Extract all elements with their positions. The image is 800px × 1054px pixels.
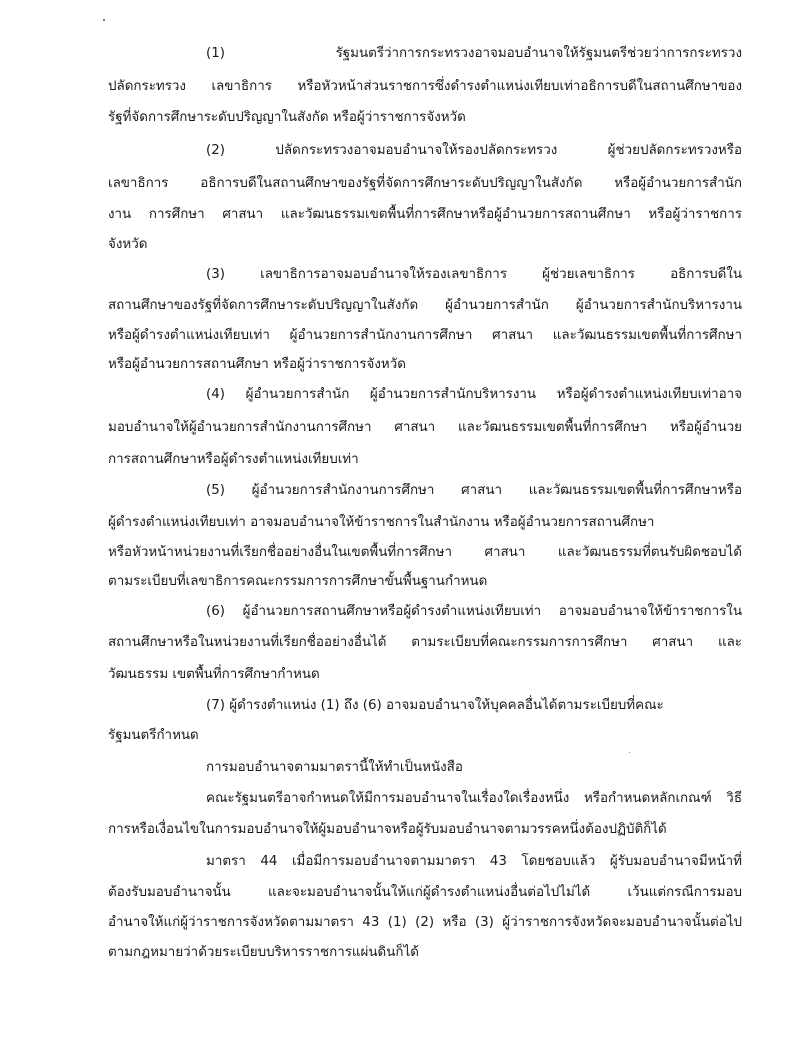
paragraph-line: สถานศึกษาหรือในหน่วยงานที่เรียกชื่ออย่างอื่นได้ ตามระเบียบที่คณะกรรมการการศึกษา ศาสนา และ xyxy=(108,635,742,650)
paragraph-line: ปลัดกระทรวง เลขาธิการ หรือหัวหน้าส่วนราชการซึ่งดำรงตำแหน่งเทียบเท่าอธิการบดีในสถานศึกษาของ xyxy=(108,79,742,94)
paragraph-line: หรือผู้ดำรงตำแหน่งเทียบเท่า ผู้อำนวยการสำนักงานการศึกษา ศาสนา และวัฒนธรรมเขตพื้นที่การศึกษา xyxy=(108,328,742,343)
paragraph-line: มอบอำนาจให้ผู้อำนวยการสำนักงานการศึกษา ศาสนา และวัฒนธรรมเขตพื้นที่การศึกษา หรือผู้อำนวย xyxy=(108,420,742,435)
paragraph-line: (3) เลขาธิการอาจมอบอำนาจให้รองเลขาธิการ ผู้ช่วยเลขาธิการ อธิการบดีใน xyxy=(206,267,742,282)
section-44-line: มาตรา 44 เมื่อมีการมอบอำนาจตามมาตรา 43 โดยชอบแล้ว ผู้รับมอบอำนาจมีหน้าที่ xyxy=(206,854,742,869)
paragraph-line: หรือผู้อำนวยการสถานศึกษา หรือผู้ว่าราชการจังหวัด xyxy=(108,357,406,372)
paragraph-line: การมอบอำนาจตามมาตรานี้ให้ทำเป็นหนังสือ xyxy=(206,760,463,775)
paragraph-line: ผู้ดำรงตำแหน่งเทียบเท่า อาจมอบอำนาจให้ข้าราชการในสำนักงาน หรือผู้อำนวยการสถานศึกษา xyxy=(108,515,655,530)
paragraph-line: หรือหัวหน้าหน่วยงานที่เรียกชื่ออย่างอื่นในเขตพื้นที่การศึกษา ศาสนา และวัฒนธรรมที่ตนรับผิดชอบได้ xyxy=(108,545,742,560)
paragraph-line: (1) รัฐมนตรีว่าการกระทรวงอาจมอบอำนาจให้รัฐมนตรีช่วยว่าการกระทรวง xyxy=(206,46,742,61)
paragraph-line: (7) ผู้ดำรงตำแหน่ง (1) ถึง (6) อาจมอบอำนาจให้บุคคลอื่นได้ตามระเบียบที่คณะ xyxy=(206,698,664,713)
paragraph-line: คณะรัฐมนตรีอาจกำหนดให้มีการมอบอำนาจในเรื่องใดเรื่องหนึ่ง หรือกำหนดหลักเกณฑ์ วิธี xyxy=(206,791,742,806)
paragraph-line: เลขาธิการ อธิการบดีในสถานศึกษาของรัฐที่จัดการศึกษาระดับปริญญาในสังกัด หรือผู้อำนวยการสำนัก xyxy=(108,176,742,191)
paragraph-line: การหรือเงื่อนไขในการมอบอำนาจให้ผู้มอบอำนาจหรือผู้รับมอบอำนาจตามวรรคหนึ่งต้องปฏิบัติก็ได้ xyxy=(108,822,667,837)
paragraph-line: การสถานศึกษาหรือผู้ดำรงตำแหน่งเทียบเท่า xyxy=(108,452,359,467)
paragraph-line: รัฐที่จัดการศึกษาระดับปริญญาในสังกัด หรือผู้ว่าราชการจังหวัด xyxy=(108,110,466,125)
paragraph-line: จังหวัด xyxy=(108,237,148,252)
paragraph-line: (5) ผู้อำนวยการสำนักงานการศึกษา ศาสนา และวัฒนธรรมเขตพื้นที่การศึกษาหรือ xyxy=(206,483,742,498)
paragraph-line: ตามระเบียบที่เลขาธิการคณะกรรมการการศึกษาขั้นพื้นฐานกำหนด xyxy=(108,574,488,589)
paragraph-line: ตามกฎหมายว่าด้วยระเบียบบริหารราชการแผ่นดินก็ได้ xyxy=(108,945,419,960)
paragraph-line: รัฐมนตรีกำหนด xyxy=(108,728,199,743)
paragraph-line: (4) ผู้อำนวยการสำนัก ผู้อำนวยการสำนักบริหารงาน หรือผู้ดำรงตำแหน่งเทียบเท่าอาจ xyxy=(206,387,742,402)
paragraph-line: งาน การศึกษา ศาสนา และวัฒนธรรมเขตพื้นที่การศึกษาหรือผู้อำนวยการสถานศึกษา หรือผู้ว่าราชการ xyxy=(108,207,742,222)
paragraph-line: อำนาจให้แก่ผู้ว่าราชการจังหวัดตามมาตรา 43 (1) (2) หรือ (3) ผู้ว่าราชการจังหวัดจะมอบอำนาจนั้นต่อไป xyxy=(108,915,742,930)
scan-speck xyxy=(103,19,105,21)
paragraph-line: ต้องรับมอบอำนาจนั้น และจะมอบอำนาจนั้นให้แก่ผู้ดำรงตำแหน่งอื่นต่อไปไม่ได้ เว้นแต่กรณีการมอบ xyxy=(108,885,742,900)
scan-speck xyxy=(629,752,630,753)
paragraph-line: สถานศึกษาของรัฐที่จัดการศึกษาระดับปริญญาในสังกัด ผู้อำนวยการสำนัก ผู้อำนวยการสำนักบริหารงาน xyxy=(108,298,742,313)
paragraph-line: (6) ผู้อำนวยการสถานศึกษาหรือผู้ดำรงตำแหน่งเทียบเท่า อาจมอบอำนาจให้ข้าราชการใน xyxy=(206,604,742,619)
paragraph-line: วัฒนธรรม เขตพื้นที่การศึกษากำหนด xyxy=(108,667,320,682)
paragraph-line: (2) ปลัดกระทรวงอาจมอบอำนาจให้รองปลัดกระทรวง ผู้ช่วยปลัดกระทรวงหรือ xyxy=(206,143,742,158)
